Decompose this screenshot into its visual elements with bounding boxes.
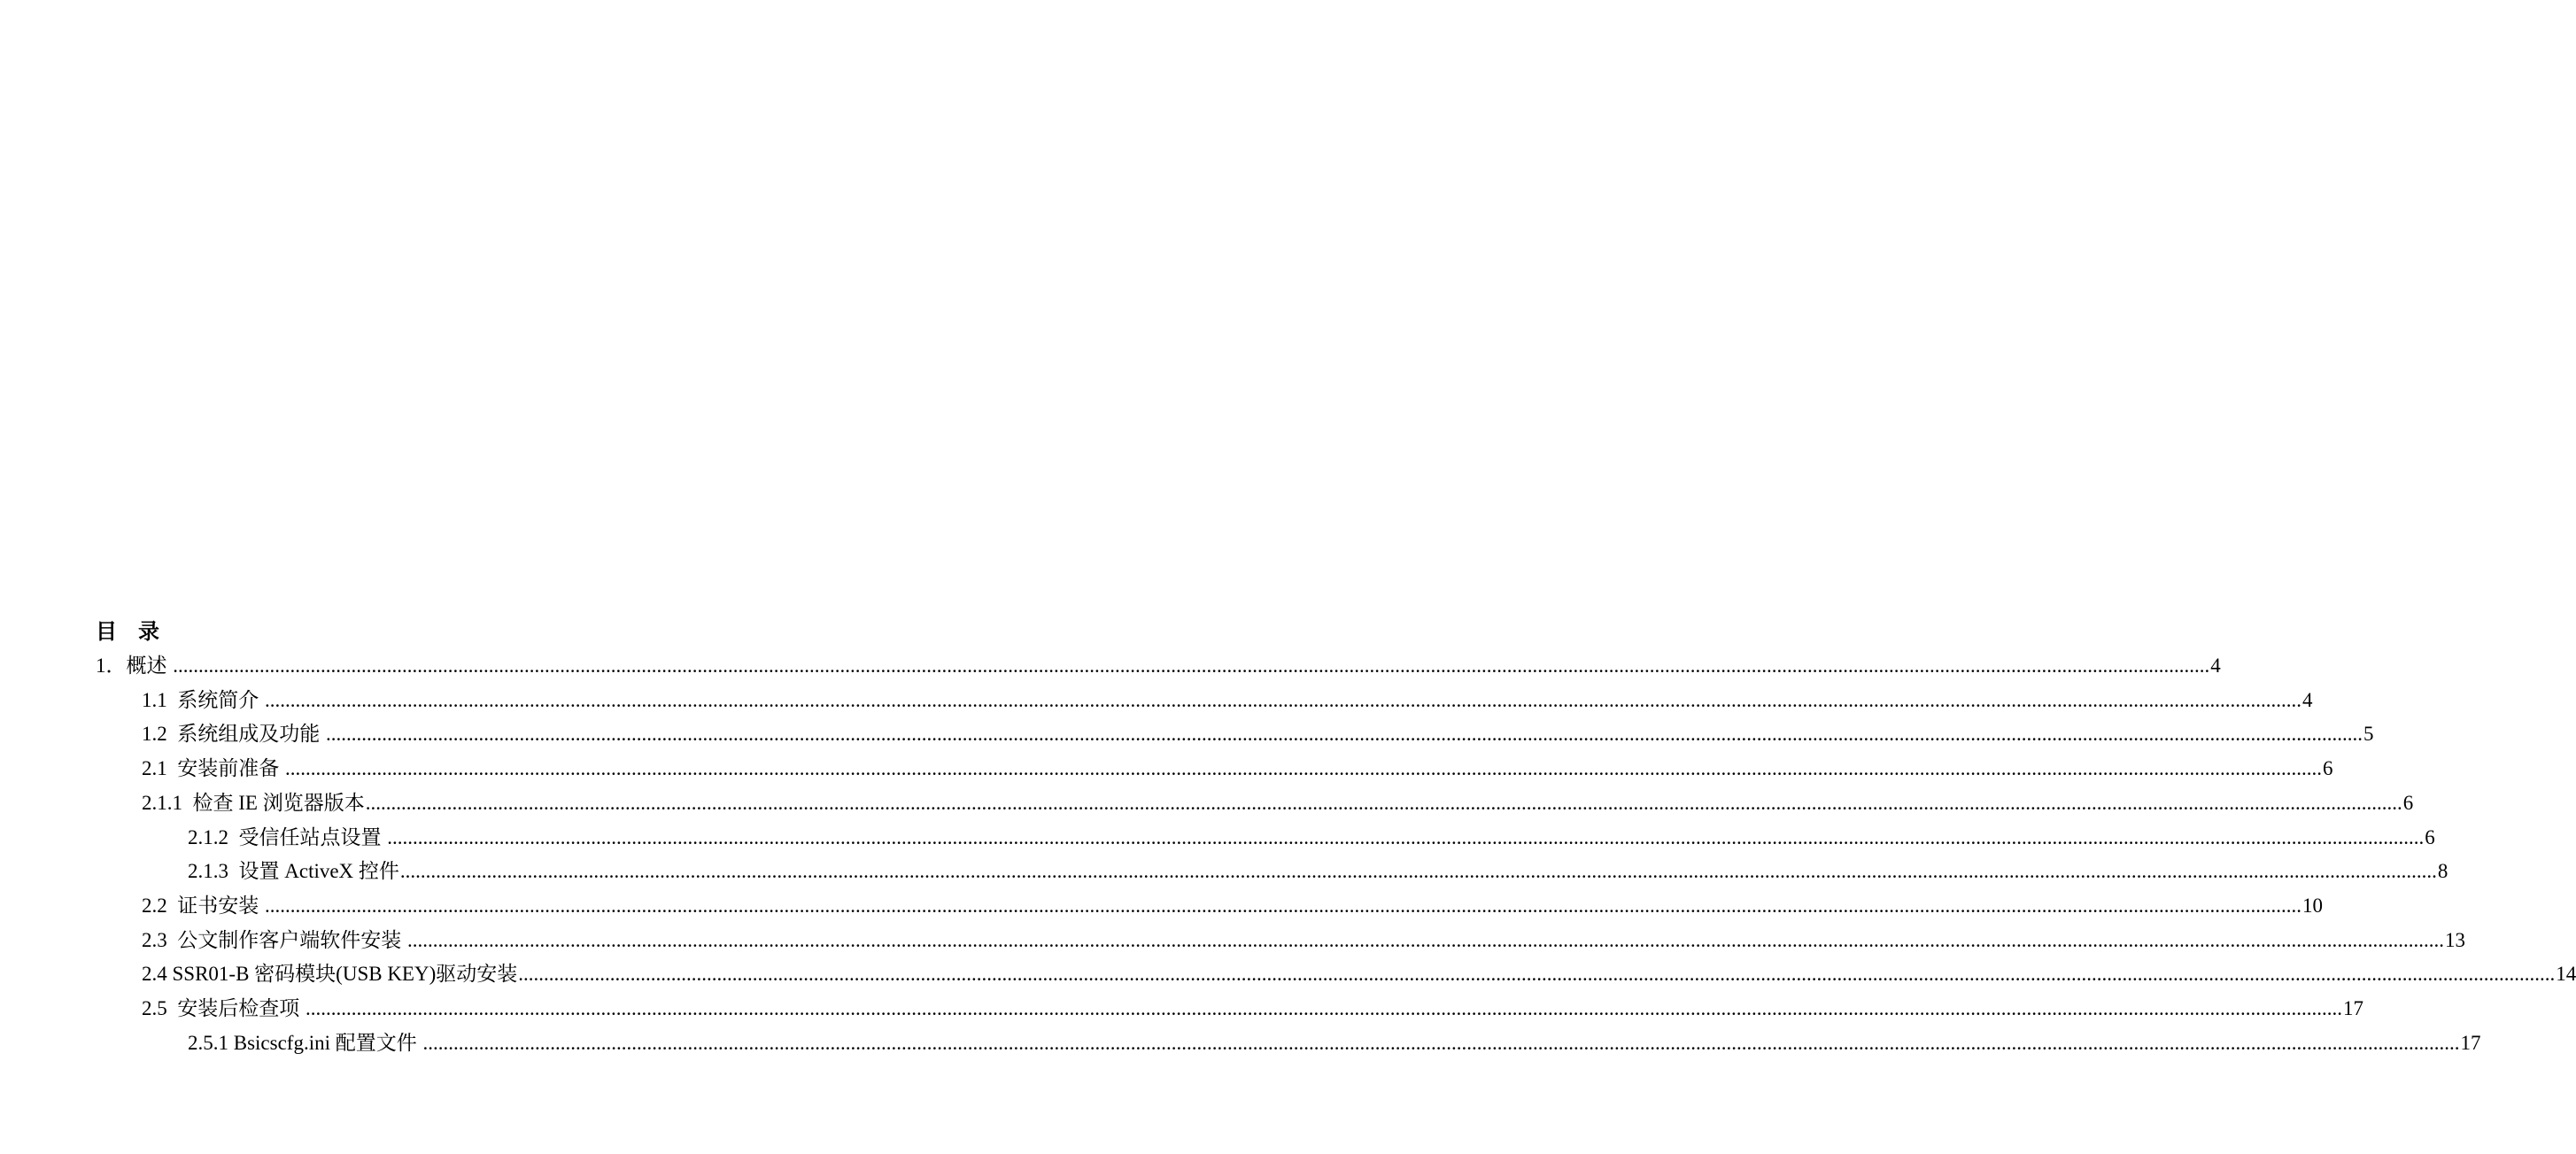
toc-entry-page-number: 6 [2323, 757, 2333, 780]
toc-dot-leader: ................................................................................................................................................................................................................................................................................................................................................................................................................ [306, 997, 2342, 1019]
toc-entry[interactable] [142, 753, 2333, 785]
toc-entry-page-number: 4 [2302, 688, 2313, 711]
toc-entry-label: 2.5.1 Bsicscfg.ini 配置文件 [188, 1031, 422, 1054]
toc-entry-page-number: 6 [2425, 825, 2435, 848]
toc-entry-label: 2.3 公文制作客户端软件安装 [142, 928, 406, 951]
toc-title: 目 录 [96, 621, 159, 644]
toc-entry-page-number: 17 [2343, 997, 2363, 1019]
toc-dot-leader: ................................................................................................................................................................................................................................................................................................................................................................................................................ [173, 654, 2210, 677]
toc-entry[interactable] [96, 650, 2221, 682]
toc-entry[interactable] [142, 925, 2465, 957]
toc-entry[interactable] [188, 1027, 2481, 1059]
toc-entry-page-number: 4 [2210, 654, 2221, 677]
toc-entry-label: 2.1 安装前准备 [142, 757, 284, 780]
toc-entry[interactable] [188, 822, 2435, 854]
toc-dot-leader: ................................................................................................................................................................................................................................................................................................................................................................................................................ [407, 928, 2444, 951]
toc-entry-page-number: 8 [2437, 860, 2448, 883]
toc-entry-page-number: 17 [2460, 1031, 2481, 1054]
toc-entry-label: 2.1.3 设置 ActiveX 控件 [188, 860, 399, 883]
toc-dot-leader: ................................................................................................................................................................................................................................................................................................................................................................................................................ [265, 688, 2301, 711]
toc-entry-page-number: 13 [2445, 928, 2465, 951]
toc-entry-label: 1.2 系统组成及功能 [142, 723, 325, 746]
toc-entry[interactable] [142, 685, 2313, 716]
toc-entry-label: 2.2 证书安装 [142, 894, 264, 917]
toc-entry[interactable] [142, 993, 2363, 1025]
toc-entry-label: 1.1 系统简介 [142, 688, 264, 711]
toc-dot-leader: ................................................................................................................................................................................................................................................................................................................................................................................................................ [265, 894, 2301, 917]
toc-dot-leader: ................................................................................................................................................................................................................................................................................................................................................................................................................ [399, 860, 2437, 883]
toc-entry-label: 2.1.2 受信任站点设置 [188, 825, 387, 848]
toc-entry[interactable] [142, 890, 2323, 922]
toc-dot-leader: ................................................................................................................................................................................................................................................................................................................................................................................................................ [326, 723, 2363, 746]
toc-dot-leader: ................................................................................................................................................................................................................................................................................................................................................................................................................ [387, 825, 2425, 848]
toc-entry-label: 2.1.1 检查 IE 浏览器版本 [142, 791, 365, 814]
toc-entry[interactable] [188, 856, 2448, 887]
toc-dot-leader: ................................................................................................................................................................................................................................................................................................................................................................................................................ [285, 757, 2322, 780]
toc-dot-leader: ................................................................................................................................................................................................................................................................................................................................................................................................................ [365, 791, 2402, 814]
toc-entry-page-number: 10 [2302, 894, 2323, 917]
toc-dot-leader: ................................................................................................................................................................................................................................................................................................................................................................................................................ [518, 963, 2556, 986]
toc-entry[interactable] [142, 958, 2576, 990]
toc-entry-label: 2.4 SSR01-B 密码模块(USB KEY)驱动安装 [142, 963, 518, 986]
toc-entry[interactable] [142, 718, 2374, 750]
toc-entry-page-number: 6 [2402, 791, 2414, 814]
toc-entry-label: 1．概述 [96, 654, 173, 677]
toc-entry-page-number: 5 [2363, 723, 2374, 746]
toc-entry-page-number: 14 [2556, 963, 2576, 986]
toc-dot-leader: ................................................................................................................................................................................................................................................................................................................................................................................................................ [422, 1031, 2460, 1054]
toc-entry-label: 2.5 安装后检查项 [142, 997, 305, 1019]
toc-entry[interactable] [142, 787, 2414, 819]
